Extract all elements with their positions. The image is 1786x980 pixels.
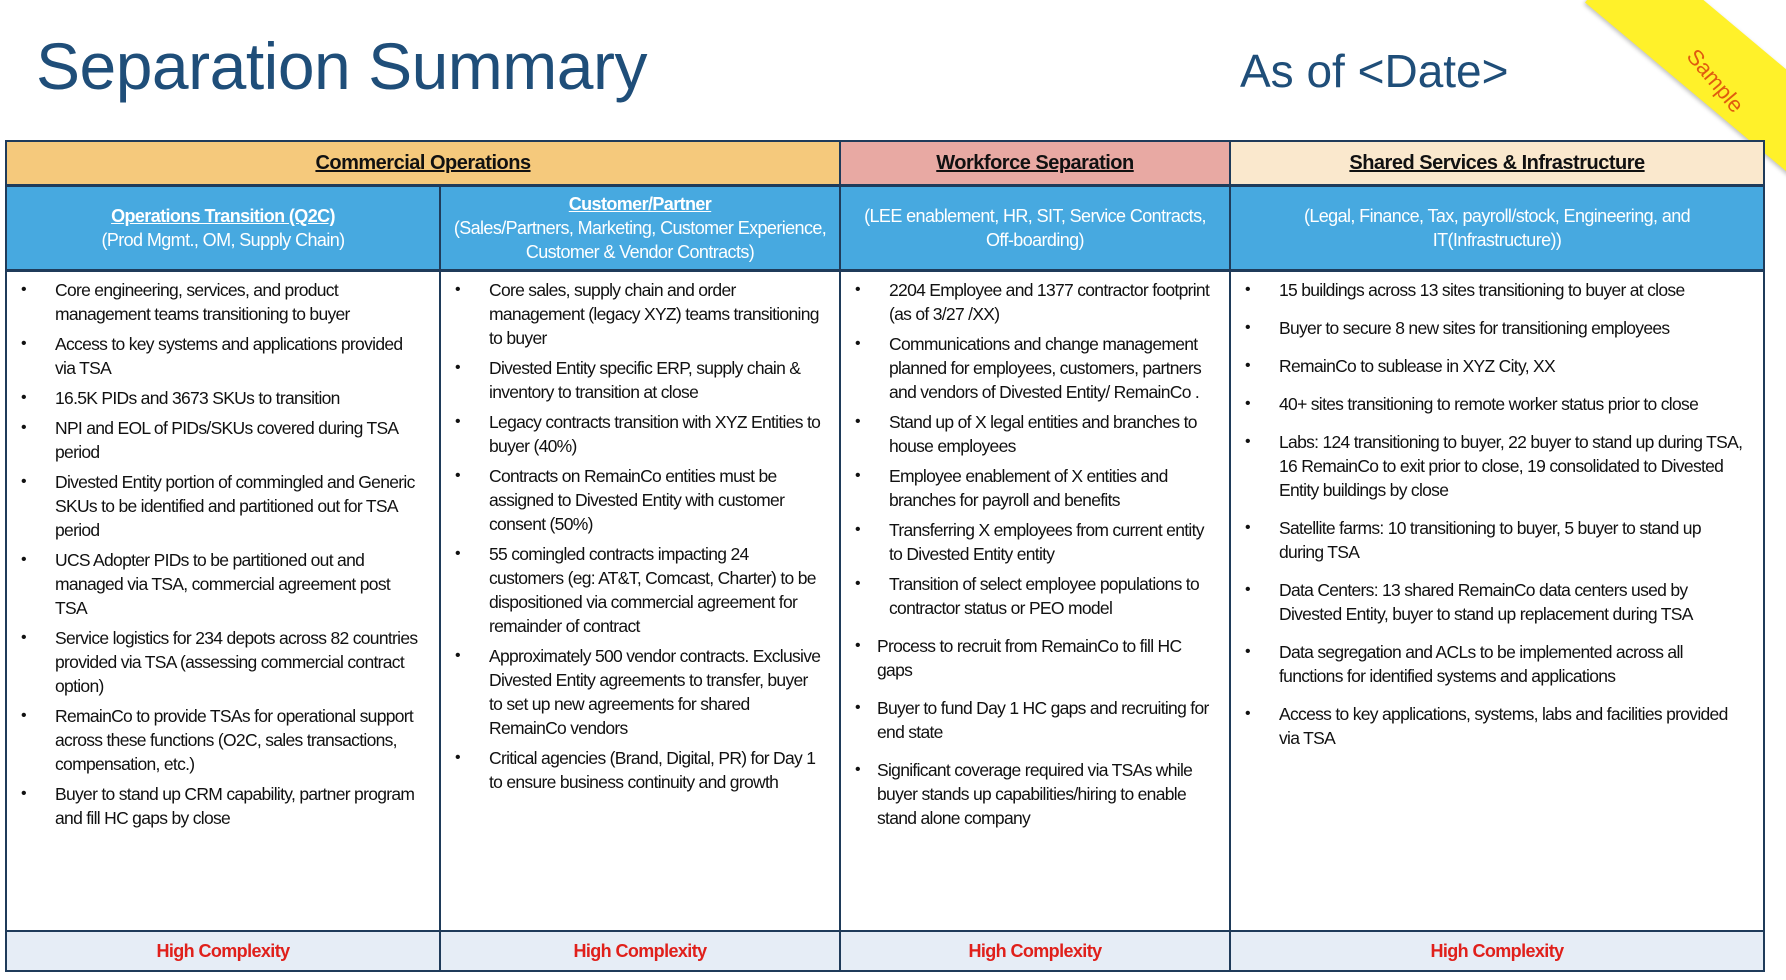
list-item: • 15 buildings across 13 sites transitioning to buyer at close [1245,278,1749,302]
subheader-title: Operations Transition (Q2C) [111,206,335,226]
list-item: • Divested Entity portion of commingled and Generic SKUs to be identified and partitioned out for TSA period [21,470,425,542]
list-item: • Critical agencies (Brand, Digital, PR) for Day 1 to ensure business continuity and growth [455,746,825,794]
list-item: • 2204 Employee and 1377 contractor footprint (as of 3/27 /XX) [855,278,1215,326]
list-item: • Transferring X employees from current entity to Divested Entity entity [855,518,1215,566]
page-title: Separation Summary [36,29,647,103]
as-of-date: As of <Date> [1240,45,1509,97]
column-divider [839,142,841,272]
list-item: • Contracts on RemainCo entities must be assigned to Divested Entity with customer consent (50%) [455,464,825,536]
subheader-desc: (Sales/Partners, Marketing, Customer Experience, Customer & Vendor Contracts) [453,218,827,262]
list-item: • Buyer to secure 8 new sites for transitioning employees [1245,316,1749,340]
subheader-desc: (Legal, Finance, Tax, payroll/stock, Engineering, and IT(Infrastructure)) [1303,206,1691,250]
list-item: • Significant coverage required via TSAs while buyer stands up capabilities/hiring to enable stand alone company [855,758,1215,830]
list-item: • RemainCo to sublease in XYZ City, XX [1245,354,1749,378]
column-workforce [841,272,1229,930]
subheader-desc: (LEE enablement, HR, SIT, Service Contracts, Off-boarding) [864,206,1206,250]
list-item: • Divested Entity specific ERP, supply chain & inventory to transition at close [455,356,825,404]
column-shared-services [1231,272,1763,930]
list-item: • Legacy contracts transition with XYZ Entities to buyer (40%) [455,410,825,458]
list-item: • Data segregation and ACLs to be implemented across all functions for identified systems and applications [1245,640,1749,688]
list-item: • Service logistics for 234 depots across 82 countries provided via TSA (assessing commercial contract option) [21,626,425,698]
list-item: • Employee enablement of X entities and branches for payroll and benefits [855,464,1215,512]
list-item: • Stand up of X legal entities and branches to house employees [855,410,1215,458]
body-row [7,272,1763,930]
list-item: • Labs: 124 transitioning to buyer, 22 buyer to stand up during TSA, 16 RemainCo to exit prior to close, 19 consolidated to Divested Entity buildings by close [1245,430,1749,502]
subheader-desc: (Prod Mgmt., OM, Supply Chain) [101,230,345,250]
list-item: • NPI and EOL of PIDs/SKUs covered during TSA period [21,416,425,464]
header-commercial-operations: Commercial Operations [7,142,839,184]
list-item: • RemainCo to provide TSAs for operational support across these functions (O2C, sales transactions, compensation, etc.) [21,704,425,776]
header-workforce-separation: Workforce Separation [841,142,1229,184]
list-item: • Buyer to stand up CRM capability, partner program and fill HC gaps by close [21,782,425,830]
complexity-label: High Complexity [1430,940,1564,961]
complexity-label: High Complexity [156,940,290,961]
separation-table [5,140,1765,972]
complexity-label: High Complexity [573,940,707,961]
subheader-operations [7,187,439,269]
category-header-row [7,142,1763,184]
column-customer-partner [441,272,839,930]
sample-ribbon-label: Sample [1681,44,1749,118]
column-divider [839,932,841,970]
list-item: • Approximately 500 vendor contracts. Exclusive Divested Entity agreements to transfer, buyer to set up new agreements for shared RemainCo vendors [455,644,825,740]
list-item: • 16.5K PIDs and 3673 SKUs to transition [21,386,425,410]
list-item: • Data Centers: 13 shared RemainCo data centers used by Divested Entity, buyer to stand up replacement during TSA [1245,578,1749,626]
subheader-workforce [841,187,1229,269]
subheader-row [7,184,1763,272]
column-divider [1229,142,1231,272]
column-divider [439,184,441,272]
list-item: • Process to recruit from RemainCo to fill HC gaps [855,634,1215,682]
column-operations [7,272,439,930]
list-item: • 55 comingled contracts impacting 24 customers (eg: AT&T, Comcast, Charter) to be dispositioned via commercial agreement for remainder of contract [455,542,825,638]
list-item: • Buyer to fund Day 1 HC gaps and recruiting for end state [855,696,1215,744]
subheader-customer-partner [441,187,839,269]
subheader-shared-services [1231,187,1763,269]
list-item: • Satellite farms: 10 transitioning to buyer, 5 buyer to stand up during TSA [1245,516,1749,564]
column-divider [1229,932,1231,970]
list-item: • Communications and change management planned for employees, customers, partners and vendors of Divested Entity/ RemainCo . [855,332,1215,404]
list-item: • 40+ sites transitioning to remote worker status prior to close [1245,392,1749,416]
header-shared-services: Shared Services & Infrastructure [1231,142,1763,184]
list-item: • Transition of select employee populations to contractor status or PEO model [855,572,1215,620]
complexity-footer-row [7,930,1763,970]
list-item: • UCS Adopter PIDs to be partitioned out and managed via TSA, commercial agreement post TSA [21,548,425,620]
list-item: • Core engineering, services, and product management teams transitioning to buyer [21,278,425,326]
subheader-title: Customer/Partner [568,194,712,214]
list-item: • Core sales, supply chain and order management (legacy XYZ) teams transitioning to buyer [455,278,825,350]
list-item: • Access to key systems and applications provided via TSA [21,332,425,380]
list-item: • Access to key applications, systems, labs and facilities provided via TSA [1245,702,1749,750]
complexity-label: High Complexity [968,940,1102,961]
column-divider [439,932,441,970]
